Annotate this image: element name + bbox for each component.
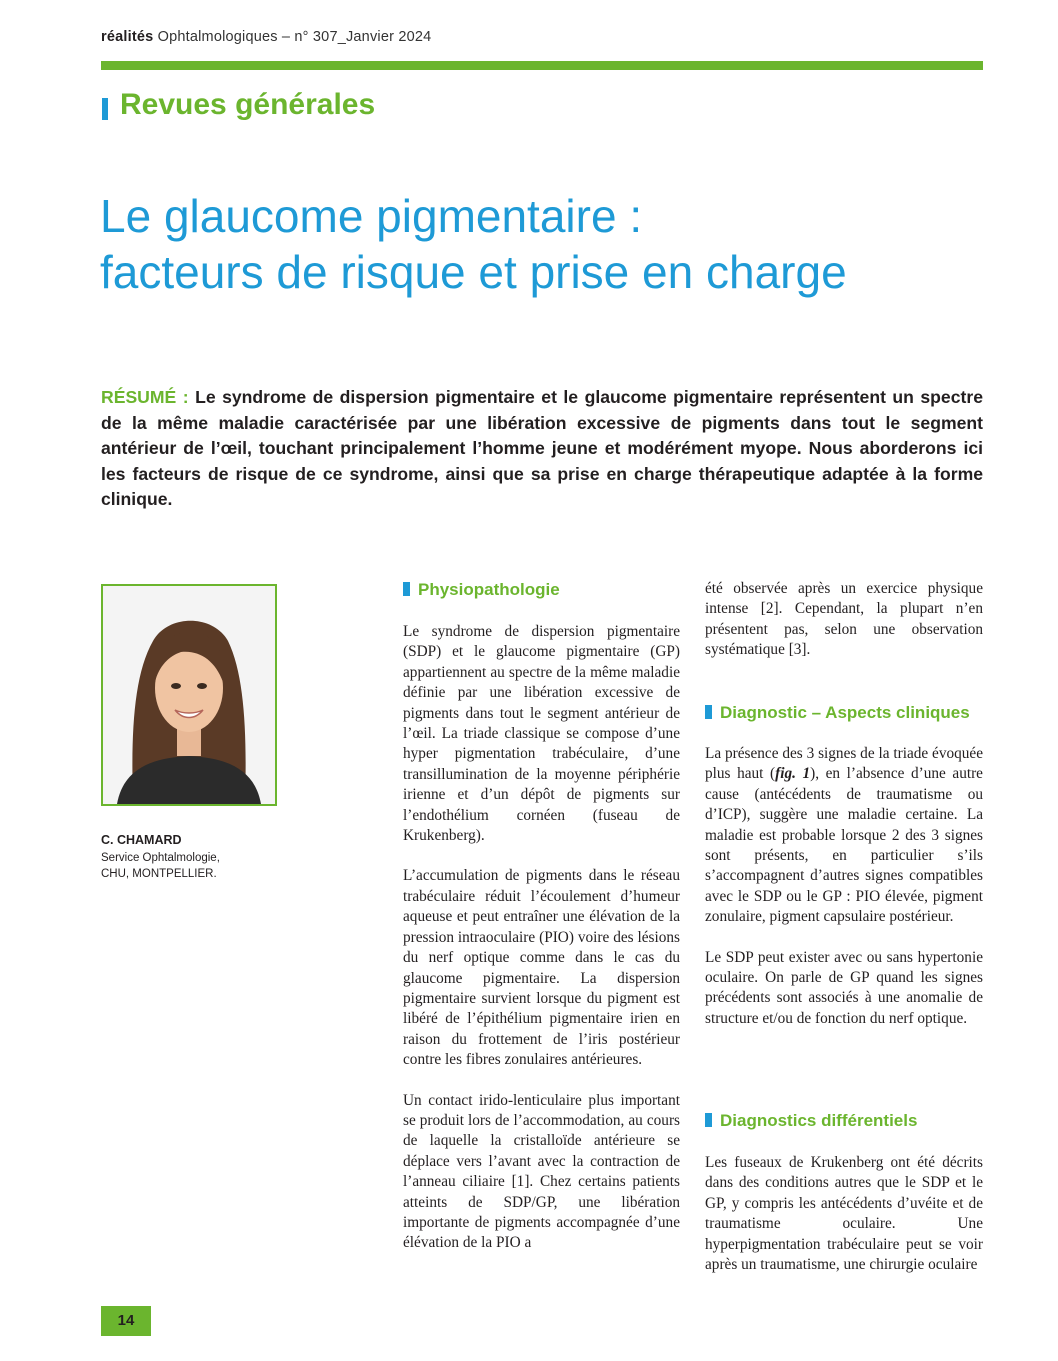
author-affiliation-line-1: Service Ophtalmologie, bbox=[101, 852, 220, 864]
column-2-diagnostic bbox=[705, 744, 983, 1049]
heading-marker bbox=[705, 705, 712, 719]
heading-physiopathologie-text: Physiopathologie bbox=[418, 580, 560, 599]
article-title-line-1: Le glaucome pigmentaire : bbox=[100, 190, 643, 242]
article-title-line-2: facteurs de risque et prise en charge bbox=[100, 246, 847, 298]
article-title bbox=[100, 188, 1000, 300]
header-rule bbox=[101, 61, 983, 70]
heading-marker bbox=[705, 1113, 712, 1127]
paragraph: Le syndrome de dispersion pigmentaire (SDP) et le glaucome pigmentaire (GP) appartiennent au spectre de la même maladie définie par une libération excessive de pigments dans tout le segment antérieur de l’œil. La triade classique se compose d’une hyper pigmentation trabéculaire, d’une transillumination de la moyenne périphérie irienne et d’un dépôt de pigments sur l’endothélium cornéen (fuseau de Krukenberg). bbox=[403, 623, 680, 845]
abstract-text: Le syndrome de dispersion pigmentaire et le glaucome pigmentaire représentent un spectre de la même maladie caractérisée par une libération excessive de pigments dans tout le segment antérieur de l’œil, touchant principalement l’homme jeune et modérément myope. Nous aborderons ici les facteurs de risque de ce syndrome, ainsi que sa prise en charge thérapeutique adaptée à la forme clinique. bbox=[101, 387, 983, 510]
journal-header bbox=[101, 29, 431, 45]
abstract-label: RÉSUMÉ : bbox=[101, 387, 189, 407]
paragraph-text: ), en l’absence d’une autre cause (antécédents de traumatisme ou d’ICP), suggère une maladie certaine. La maladie est probable lorsque 2 des 3 signes sont présents, en particulier s’ils s’accompagnent d’autres signes compatibles avec le SDP ou le GP : PIO élevée, pigment zonulaire, pigment capsulaire postérieur. bbox=[705, 765, 983, 926]
heading-diagnostics-differentiels-text: Diagnostics différentiels bbox=[720, 1111, 918, 1130]
author-portrait-illustration bbox=[103, 586, 275, 804]
paragraph: été observée après un exercice physique intense [2]. Cependant, la plupart n’en présentent pas, selon une observation systématique [3]. bbox=[705, 580, 983, 659]
author-photo bbox=[101, 584, 277, 806]
author-name: C. CHAMARD bbox=[101, 833, 182, 847]
figure-reference[interactable]: fig. 1 bbox=[775, 765, 811, 783]
paragraph bbox=[705, 744, 983, 928]
section-title: Revues générales bbox=[120, 88, 376, 121]
paragraph: Un contact irido-lenticulaire plus important se produit lors de l’accommodation, au cours de laquelle la cristalloïde antérieure se déplace vers l’avant avec la contraction de l’anneau ciliaire [1]. Chez certains patients atteints de SDP/GP, une libération importante de pigments accompagnée d’une élévation de la PIO a bbox=[403, 1091, 680, 1252]
page-number: 14 bbox=[101, 1306, 151, 1336]
paragraph: Le SDP peut exister avec ou sans hypertonie oculaire. On parle de GP quand les signes précédents sont associés à une anomalie de structure et/ou de fonction du nerf optique. bbox=[705, 948, 983, 1027]
column-2-differentiels bbox=[705, 1153, 983, 1295]
author-affiliation-line-2: CHU, MONTPELLIER. bbox=[101, 868, 217, 880]
heading-physiopathologie bbox=[403, 580, 560, 600]
paragraph: Les fuseaux de Krukenberg ont été décrits dans des conditions autres que le SDP et le GP, y compris les antécédents d’uvéite et de traumatisme oculaire. Une hyperpigmentation trabéculaire peut se voir après un traumatisme, une chirurgie oculaire bbox=[705, 1154, 983, 1274]
column-2 bbox=[705, 579, 983, 681]
column-1 bbox=[403, 622, 680, 1274]
heading-diagnostic-text: Diagnostic – Aspects cliniques bbox=[720, 703, 970, 722]
abstract bbox=[101, 385, 983, 513]
heading-diagnostic bbox=[705, 703, 970, 723]
section-marker bbox=[102, 98, 108, 120]
journal-brand: réalités bbox=[101, 29, 154, 45]
paragraph-text: La présence des 3 signes de la triade évoquée plus haut ( bbox=[705, 745, 983, 783]
heading-diagnostics-differentiels bbox=[705, 1111, 917, 1131]
journal-issue: Ophtalmologiques – n° 307_Janvier 2024 bbox=[153, 29, 432, 45]
paragraph: L’accumulation de pigments dans le réseau trabéculaire réduit l’écoulement d’humeur aqueuse et peut entraîner une élévation de la pression intraoculaire (PIO) voire des lésions du nerf optique comme dans le cas du glaucome pigmentaire. La dispersion pigmentaire survient lorsque du pigment est libéré de l’épithélium pigmentaire irien en raison du frottement de l’iris postérieur contre les fibres zonulaires antérieures. bbox=[403, 867, 680, 1069]
heading-marker bbox=[403, 582, 410, 596]
author-affiliation bbox=[101, 850, 301, 882]
